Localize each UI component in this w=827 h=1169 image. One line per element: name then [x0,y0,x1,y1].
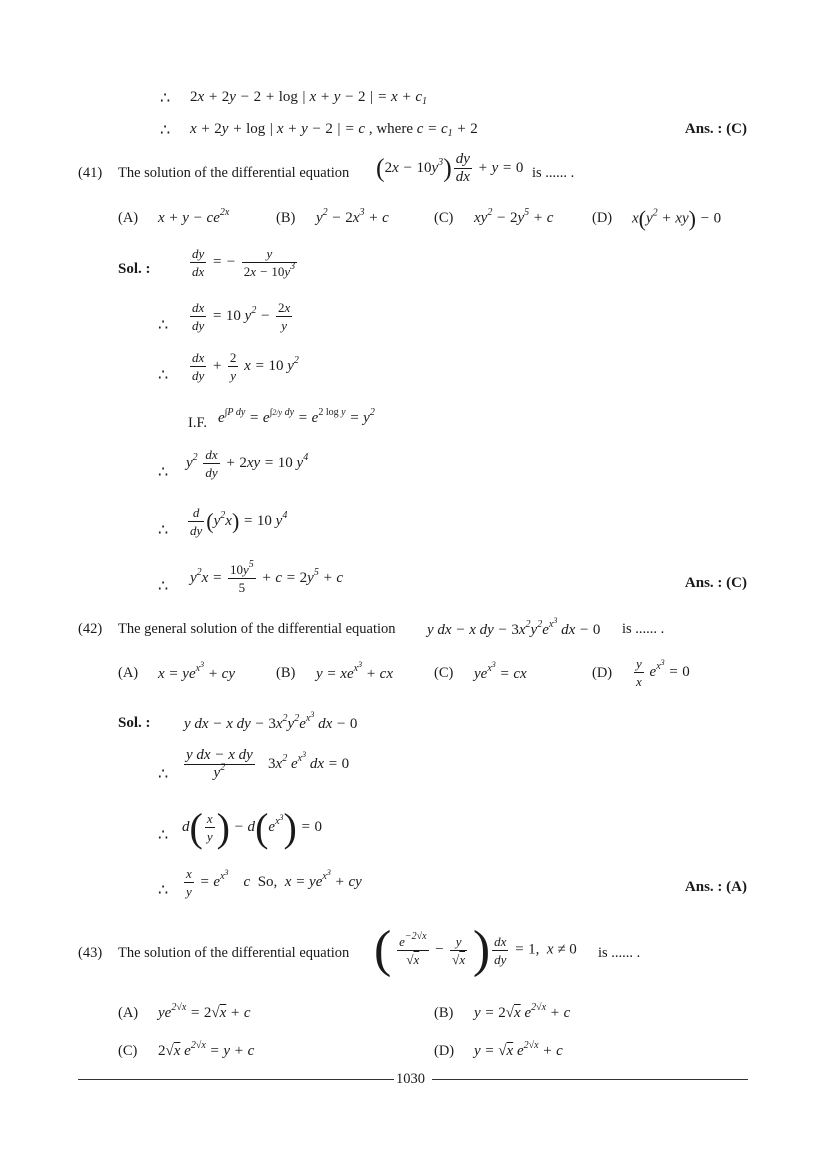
if-label: I.F. [188,415,207,431]
prev-step-2: x + 2y + log | x + y − 2 | = c , where $c = c_1 + 2$ [190,121,478,139]
option-label: (A) [118,1005,139,1021]
option-b-expr: $y^2 - 2x^3 + c$ [316,207,389,226]
option-c-expr: 2√x $e^{2√x} = y + c$ [158,1040,255,1059]
option-label: (A) [118,210,139,226]
q43-equation: ( $\frac{e^{-2√x}}{√x}$ − $\frac{y}{√x}$ ) $\frac{dx}{dy}$ = 1, x ≠ 0 [374,921,577,978]
therefore-symbol: ∴ [158,367,169,384]
option-a-expr: $x = ye^{x^3}$ + cy [158,660,235,682]
question-text: The solution of the differential equation [118,165,350,181]
option-a-expr: $x + y - ce^{2x}$ [158,207,230,226]
question-text: The solution of the differential equation [118,945,350,961]
option-label: (C) [434,210,454,226]
option-label: (B) [276,665,296,681]
option-a-expr: $ye^{2√x} = 2√x + c$ [158,1002,251,1021]
therefore-symbol: ∴ [158,827,169,844]
option-b-expr: $y = xe^{x^3}$ + cx [316,660,393,682]
option-label: (C) [118,1043,138,1059]
therefore-symbol: ∴ [158,522,169,539]
option-d-expr: $x(y^2 + xy) - 0$ [632,206,722,231]
option-d-expr: $\frac{y}{x}$ $e^{x^3} = 0$ [636,656,690,689]
question-number: (41) [78,165,103,181]
option-label: (D) [592,210,613,226]
solution-label: Sol. : [118,261,151,277]
solution-label: Sol. : [118,715,151,731]
option-label: (C) [434,665,454,681]
option-label: (D) [434,1043,455,1059]
q41-sol-step-2: $\frac{dx}{dy}$ = 10 $y^2$ − $\frac{2x}{y}$ [192,300,291,333]
q41-sol-step-3: $\frac{dx}{dy}$ + $\frac{2}{y}$ x = 10 $y^2$ [192,350,299,383]
q42-sol-step-1: y dx − x dy − $3x^2y^2e^{x^3}$ dx − 0 [184,710,358,732]
q41-sol-step-1: $\frac{dy}{dx}$ = − $\frac{y}{2x - 10y^3}$ [192,246,296,279]
question-text: The general solution of the differential equation [118,621,396,637]
page-number: 1030 [396,1071,425,1087]
q41-sol-step-5: $y^2$ $\frac{dx}{dy}$ + 2xy = 10 $y^4$ [186,447,309,480]
option-d-expr: y = √x $e^{2√x} + c$ [474,1040,563,1059]
q41-equation: $(2x - 10y^3)$ $\frac{dy}{dx}$ + y = 0 [376,151,524,185]
therefore-symbol: ∴ [158,317,169,334]
answer-label: Ans. : (C) [684,121,747,137]
option-b-expr: y = 2√x $e^{2√x} + c$ [474,1002,571,1021]
therefore-symbol: ∴ [158,464,169,481]
therefore-symbol: ∴ [158,766,169,783]
q41-sol-step-6: $\frac{d}{dy}$ $(y^2x) = 10$ $y^4$ [190,505,288,538]
option-c-expr: $ye^{x^3}$ = cx [474,660,527,682]
therefore-symbol: ∴ [158,882,169,899]
question-suffix: is ...... . [532,165,575,181]
question-suffix: is ...... . [622,621,665,637]
prev-step-1: 2x + 2y − 2 + log | x + y − 2 | = $x + c_1$ [190,89,427,107]
therefore-symbol: ∴ [158,578,169,595]
option-label: (B) [434,1005,454,1021]
question-number: (43) [78,945,103,961]
footer-rule-left [78,1079,394,1080]
question-suffix: is ...... . [598,945,641,961]
option-label: (B) [276,210,296,226]
therefore-symbol: ∴ [160,90,171,107]
option-label: (A) [118,665,139,681]
footer-rule-right [432,1079,748,1080]
q42-sol-step-2: $\frac{\text{y dx − x dy}}{y^2}$ $3x^2$ $e^{x^3}$ dx = 0 [186,747,350,781]
q41-sol-step-4: $e^{\int P dy} = e^{\int 2/y dy} = e^{2 log y} = y^2$ [218,407,375,426]
q42-sol-step-4: $\frac{x}{y}$ = $e^{x^3}$ c So, $x = ye^{x^3}$ + cy [186,866,362,899]
q42-sol-step-3: d( $\frac{x}{y}$ ) − $d(e^{x^3}) = 0$ [182,805,322,850]
question-number: (42) [78,621,103,637]
q41-sol-step-7: $y^2x$ = $\frac{10y^5}{5}$ + $c = 2y^5 + c$ [190,559,344,595]
answer-label: Ans. : (C) [684,575,747,591]
q42-equation: y dx − x dy − $3x^2y^2e^{x^3}$ dx − 0 [427,616,601,638]
therefore-symbol: ∴ [160,122,171,139]
option-label: (D) [592,665,613,681]
option-c-expr: $xy^2 - 2y^5 + c$ [474,207,554,226]
answer-label: Ans. : (A) [684,879,747,895]
